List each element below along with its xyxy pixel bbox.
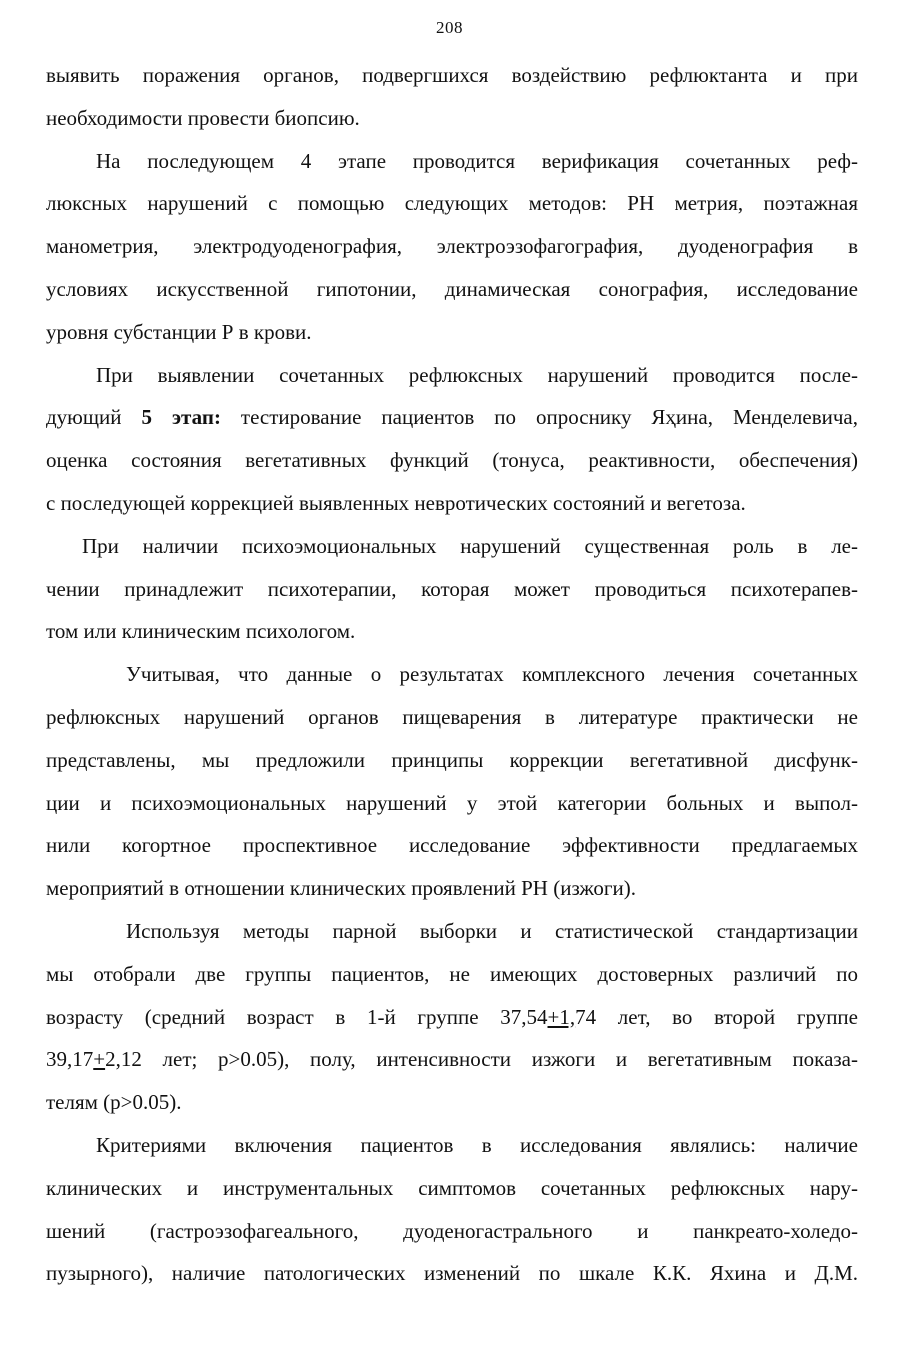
paragraph-3: [46, 354, 858, 525]
text-line: представлены, мы предложили принципы коррекции вегетативной дисфунк-: [46, 747, 858, 772]
text-line: пузырного), наличие патологических изменений по шкале К.К. Яхина и Д.М.: [46, 1261, 858, 1286]
text-line: [46, 1038, 858, 1081]
text-line: На последующем 4 этапе проводится верификация сочетанных реф-: [96, 148, 858, 173]
paragraph-1: [46, 54, 858, 140]
paragraph-7: [46, 1124, 858, 1295]
text-line: ции и психоэмоциональных нарушений у этой категории больных и выпол-: [46, 790, 858, 815]
text-line: нили когортное проспективное исследование эффективности предлагаемых: [46, 833, 858, 858]
paragraph-5: [46, 653, 858, 910]
text-line: чении принадлежит психотерапии, которая может проводиться психотерапев-: [46, 576, 858, 601]
text-run: дующий: [46, 405, 142, 430]
text-line: люксных нарушений с помощью следующих методов: РН метрия, поэтажная: [46, 191, 858, 216]
plus-minus-value: +1,: [547, 1004, 576, 1029]
text-line: рефлюксных нарушений органов пищеварения в литературе практически не: [46, 704, 858, 729]
body-text: [46, 54, 858, 1295]
text-line: мероприятий в отношении клинических проявлений РН (изжоги).: [46, 876, 636, 901]
text-run: 74 лет, во второй группе: [575, 1004, 858, 1029]
text-line: с последующей коррекцией выявленных невротических состояний и вегетоза.: [46, 490, 746, 515]
text-run: тестирование пациентов по опроснику Яҳина, Менделевича,: [220, 405, 858, 430]
text-line: том или клиническим психологом.: [46, 619, 356, 644]
text-line: клинических и инструментальных симптомов сочетанных рефлюксных нару-: [46, 1175, 858, 1200]
page-number: 208: [436, 18, 463, 37]
plus-minus-sign: +: [93, 1047, 106, 1072]
text-run: 2,12 лет; р>0.05), полу, интенсивности изжоги и вегетативным показа-: [105, 1047, 858, 1072]
text-line: условиях искусственной гипотонии, динамическая сонография, исследование: [46, 276, 858, 301]
text-run: 39,17: [46, 1047, 94, 1072]
text-line: Используя методы парной выборки и статистической стандартизации: [126, 918, 858, 943]
text-line: выявить поражения органов, подвергшихся воздействию рефлюктанта и при: [46, 63, 858, 87]
text-line: Критериями включения пациентов в исследования являлись: наличие: [96, 1132, 858, 1157]
text-line: уровня субстанции Р в крови.: [46, 319, 312, 344]
text-line: оценка состояния вегетативных функций (тонуса, реактивности, обеспечения): [46, 448, 858, 473]
text-line: При выявлении сочетанных рефлюксных нарушений проводится после-: [96, 362, 858, 387]
text-line: Учитывая, что данные о результатах комплексного лечения сочетанных: [126, 662, 858, 687]
paragraph-6: [46, 910, 858, 1124]
text-line: мы отобрали две группы пациентов, не имеющих достоверных различий по: [46, 961, 858, 986]
text-line: [46, 396, 858, 439]
text-line: При наличии психоэмоциональных нарушений существенная роль в ле-: [82, 533, 858, 558]
text-line: [46, 996, 858, 1039]
text-run: возрасту (средний возраст в 1-й группе 37,54: [46, 1004, 548, 1029]
text-line: шений (гастроэзофагеального, дуоденогастрального и панкреато-холедо-: [46, 1218, 858, 1243]
text-line: манометрия, электродуоденография, электроэзофагография, дуоденография в: [46, 234, 858, 259]
paragraph-2: [46, 140, 858, 354]
paragraph-4: [46, 525, 858, 653]
text-line: телям (р>0.05).: [46, 1090, 182, 1115]
stage-label: 5 этап:: [141, 405, 221, 430]
text-line: необходимости провести биопсию.: [46, 105, 360, 130]
